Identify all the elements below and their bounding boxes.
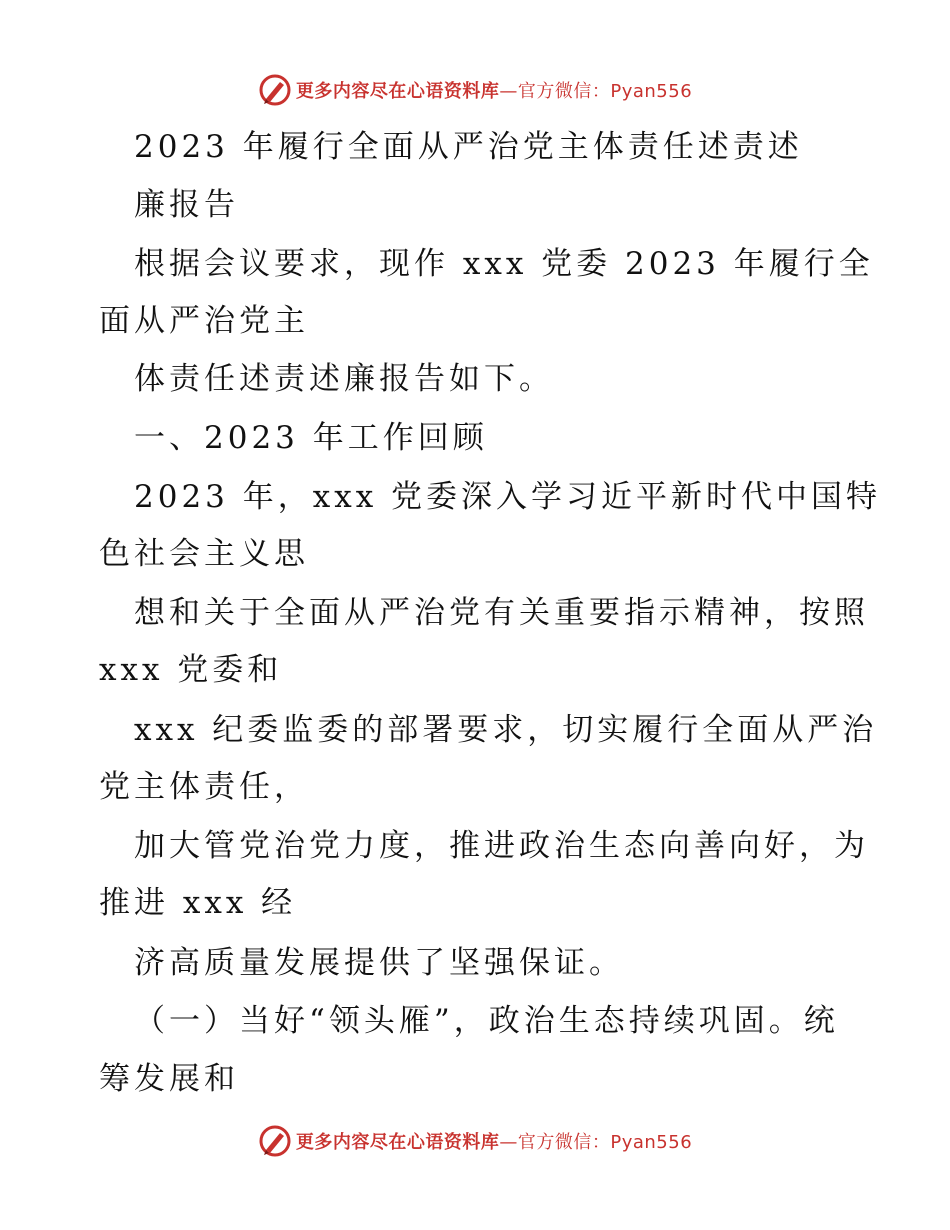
- paragraph-line: 根据会议要求，现作 xxx 党委 2023 年履行全: [134, 246, 874, 282]
- paragraph-line: 2023 年，xxx 党委深入学习近平新时代中国特: [134, 479, 882, 515]
- paragraph-line: xxx 党委和: [99, 652, 283, 688]
- doc-title-line-1: 2023 年履行全面从严治党主体责任述责述: [134, 129, 803, 165]
- pen-logo-icon: [258, 1124, 292, 1158]
- paragraph-line: 色社会主义思: [99, 536, 309, 572]
- footer-banner-rest: —官方微信：Pyan556: [499, 1132, 693, 1153]
- paragraph-line: 筹发展和: [99, 1061, 239, 1097]
- footer-banner-main: 更多内容尽在心语资料库: [295, 1132, 500, 1153]
- paragraph-line: 推进 xxx 经: [99, 885, 297, 921]
- paragraph-line: 加大管党治党力度，推进政治生态向善向好，为: [134, 828, 869, 864]
- paragraph-line: 想和关于全面从严治党有关重要指示精神，按照: [134, 595, 869, 631]
- subsection-heading: （一）当好“领头雁”，政治生态持续巩固。统: [134, 1003, 839, 1039]
- header-banner-rest: —官方微信：Pyan556: [499, 81, 693, 102]
- footer-banner: [0, 1121, 950, 1161]
- paragraph-line: 面从严治党主: [99, 303, 309, 339]
- paragraph-line: 体责任述责述廉报告如下。: [134, 361, 554, 397]
- paragraph-line: 济高质量发展提供了坚强保证。: [134, 945, 624, 981]
- pen-logo-icon: [258, 73, 292, 107]
- header-banner-main: 更多内容尽在心语资料库: [295, 81, 500, 102]
- section-heading: 一、2023 年工作回顾: [134, 420, 488, 456]
- doc-title-line-2: 廉报告: [134, 187, 239, 223]
- header-banner: [0, 70, 950, 110]
- paragraph-line: 党主体责任，: [99, 769, 309, 805]
- paragraph-line: xxx 纪委监委的部署要求，切实履行全面从严治: [134, 712, 878, 748]
